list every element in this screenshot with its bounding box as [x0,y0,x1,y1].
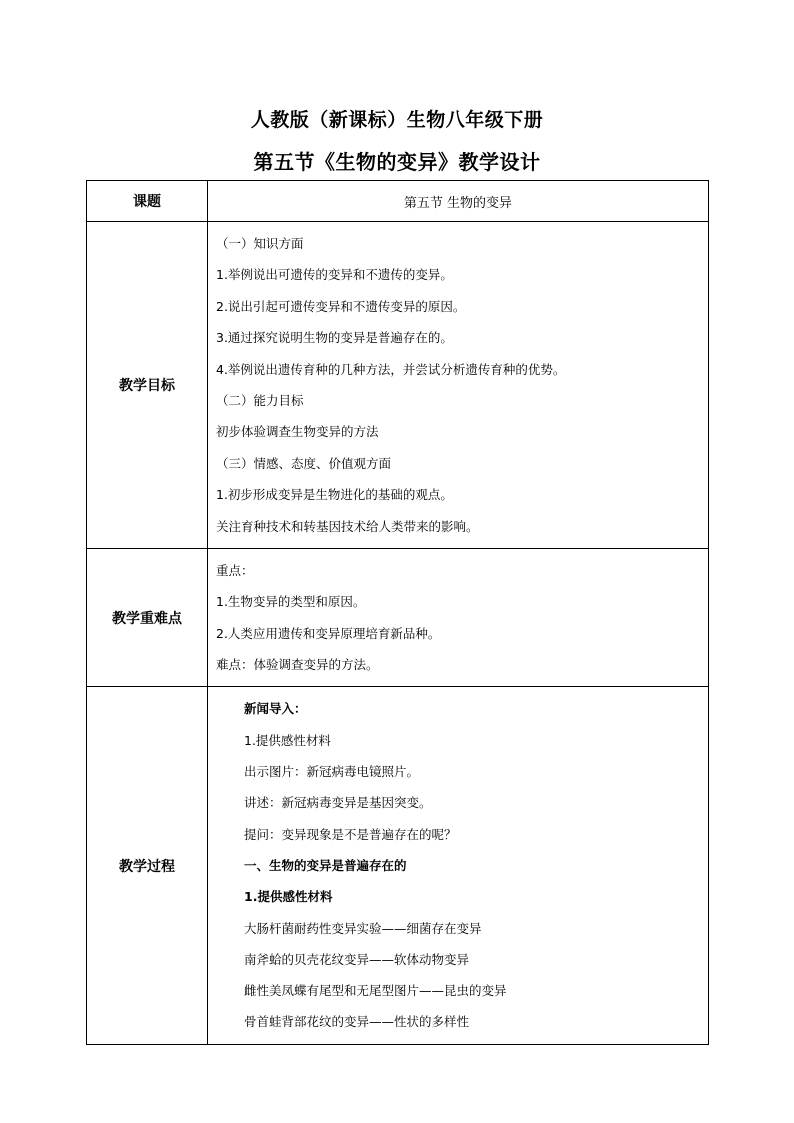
process-line: 大肠杆菌耐药性变异实验——细菌存在变异 [244,920,482,936]
goal-line: 3.通过探究说明生物的变异是普遍存在的。 [216,330,453,346]
process-line: 雌性美凤蝶有尾型和无尾型图片——昆虫的变异 [244,983,507,999]
keypoints-content [208,548,709,687]
goal-line: 2.说出引起可遗传变异和不遗传变异的原因。 [216,298,466,314]
goal-line: （三）情感、态度、价值观方面 [216,455,392,471]
goals-label: 教学目标 [87,222,208,549]
process-lines [208,687,708,1043]
keypoints-lines [208,549,708,687]
goals-lines [208,222,708,548]
goal-line: 关注育种技术和转基因技术给人类带来的影响。 [216,518,479,534]
goal-line: （二）能力目标 [216,392,304,408]
keypoint-line: 1.生物变异的类型和原因。 [216,594,366,610]
keypoints-row [87,548,709,687]
process-line: 1.提供感性材料 [244,732,331,748]
process-line: 新闻导入： [244,701,307,717]
process-line: 出示图片：新冠病毒电镜照片。 [244,764,420,780]
topic-row [87,181,709,222]
process-line: 南斧蛤的贝壳花纹变异——软体动物变异 [244,951,470,967]
process-line: 骨首蛙背部花纹的变异——性状的多样性 [244,1014,470,1030]
process-line: 一、生物的变异是普遍存在的 [244,857,407,873]
keypoint-line: 2.人类应用遗传和变异原理培育新品种。 [216,625,441,641]
goal-line: （一）知识方面 [216,236,304,251]
lesson-plan-table [86,180,709,1045]
topic-value: 第五节 生物的变异 [208,181,709,222]
keypoint-line: 重点： [216,562,254,578]
goal-line: 初步体验调查生物变异的方法 [216,424,379,440]
goals-content [208,222,709,549]
keypoint-line: 难点：体验调查变异的方法。 [216,657,379,673]
keypoints-label: 教学重难点 [87,548,208,687]
goal-line: 1.初步形成变异是生物进化的基础的观点。 [216,487,453,503]
process-line: 讲述：新冠病毒变异是基因突变。 [244,795,432,811]
process-label: 教学过程 [87,687,208,1044]
lesson-title: 第五节《生物的变异》教学设计 [253,150,541,174]
process-line: 提问：变异现象是不是普遍存在的呢？ [244,826,457,842]
goal-line: 4.举例说出遗传育种的几种方法，并尝试分析遗传育种的优势。 [216,361,566,377]
process-row [87,687,709,1044]
goals-row [87,222,709,549]
process-content [208,687,709,1044]
document-title: 人教版（新课标）生物八年级下册 [250,109,544,131]
goal-line: 1.举例说出可遗传的变异和不遗传的变异。 [216,267,453,283]
process-line: 1.提供感性材料 [244,889,333,905]
topic-label: 课题 [87,181,208,222]
